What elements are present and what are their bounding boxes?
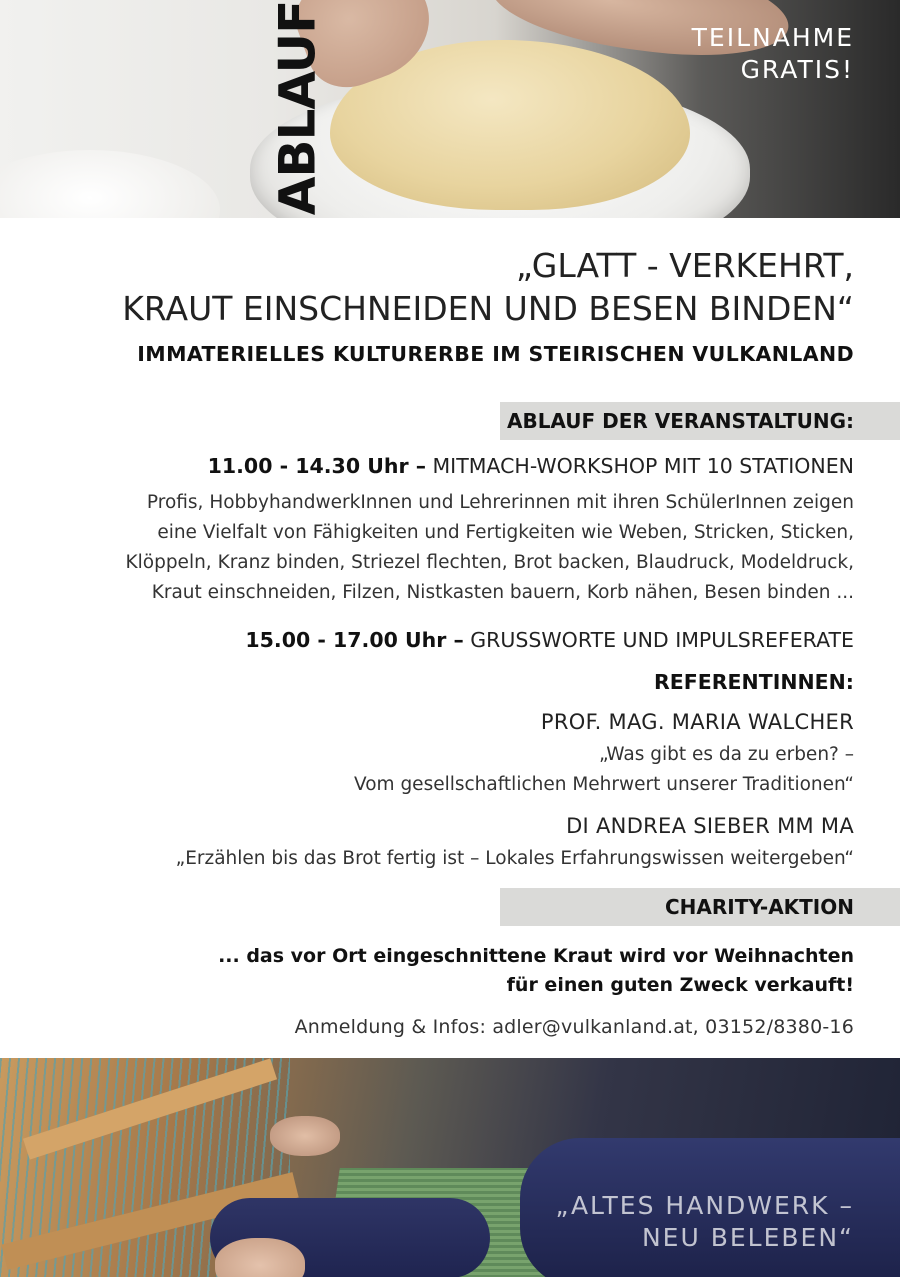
- talk-title: [354, 740, 854, 800]
- schedule-heading: ABLAUF DER VERANSTALTUNG:: [506, 409, 854, 433]
- description-line: Kraut einschneiden, Filzen, Nistkasten bauern, Korb nähen, Besen binden ...: [151, 582, 854, 603]
- schedule-heading-bar: [500, 402, 900, 440]
- description-line: Klöppeln, Kranz binden, Striezel flechten, Brot backen, Blaudruck, Modeldruck,: [125, 552, 854, 573]
- talk-line: „Was gibt es da zu erben? –: [599, 744, 854, 765]
- flyer-content: [0, 218, 900, 1060]
- charity-heading: CHARITY-AKTION: [664, 895, 854, 919]
- slogan: [556, 1190, 854, 1254]
- slot-time: 15.00 - 17.00 Uhr –: [245, 628, 464, 652]
- plate-shape: [0, 150, 220, 218]
- talk-line: Vom gesellschaftlichen Mehrwert unserer Traditionen“: [354, 774, 854, 795]
- workshop-description: [34, 488, 854, 608]
- event-subtitle: IMMATERIELLES KULTURERBE IM STEIRISCHEN VULKANLAND: [137, 342, 854, 366]
- hand-shape: [270, 1116, 340, 1156]
- footer-photo: [0, 1058, 900, 1277]
- charity-heading-bar: [500, 888, 900, 926]
- slot-time: 11.00 - 14.30 Uhr –: [207, 454, 426, 478]
- title-line: „GLATT - VERKEHRT,: [515, 246, 854, 285]
- schedule-slot-2: [245, 628, 854, 652]
- header-photo: [0, 0, 900, 218]
- charity-line: für einen guten Zweck verkauft!: [506, 974, 854, 996]
- charity-line: ... das vor Ort eingeschnittene Kraut wird vor Weihnachten: [218, 945, 854, 967]
- speaker-name: PROF. MAG. MARIA WALCHER: [540, 710, 854, 734]
- badge-line: TEILNAHME: [691, 23, 854, 52]
- slot-title: GRUSSWORTE UND IMPULSREFERATE: [470, 628, 854, 652]
- free-participation-badge: [692, 22, 854, 86]
- badge-line: GRATIS!: [740, 55, 854, 84]
- event-title: [122, 244, 854, 330]
- description-line: eine Vielfalt von Fähigkeiten und Fertigkeiten wie Weben, Stricken, Sticken,: [157, 522, 854, 543]
- talk-title: „Erzählen bis das Brot fertig ist – Lokales Erfahrungswissen weitergeben“: [175, 848, 854, 869]
- speakers-heading: REFERENTINNEN:: [653, 670, 854, 694]
- contact-info: Anmeldung & Infos: adler@vulkanland.at, 03152/8380-16: [294, 1016, 854, 1038]
- schedule-slot-1: [208, 454, 854, 478]
- title-line: KRAUT EINSCHNEIDEN UND BESEN BINDEN“: [122, 289, 854, 328]
- side-label: ABLAUF: [268, 0, 326, 216]
- hand-shape: [215, 1238, 305, 1277]
- slogan-line: „ALTES HANDWERK –: [555, 1191, 854, 1220]
- slogan-line: NEU BELEBEN“: [641, 1223, 854, 1252]
- charity-description: [218, 942, 854, 1000]
- description-line: Profis, HobbyhandwerkInnen und Lehrerinnen mit ihren SchülerInnen zeigen: [146, 492, 854, 513]
- slot-title: MITMACH-WORKSHOP MIT 10 STATIONEN: [432, 454, 854, 478]
- speaker-name: DI ANDREA SIEBER MM MA: [566, 814, 854, 838]
